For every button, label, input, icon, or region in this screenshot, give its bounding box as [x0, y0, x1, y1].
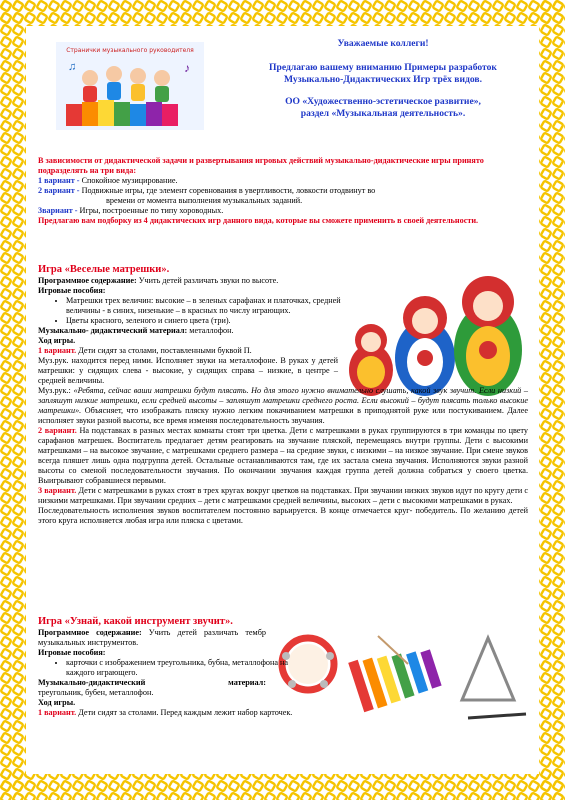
variant-text: Подвижные игры, где элемент соревнования в увертливости, ловкости отодвинут во	[79, 186, 376, 195]
header-line: Музыкально-Дидактических Игр трёх видов.	[283, 74, 483, 85]
text: Учить детей различать тембр музыкальных инструментов.	[38, 628, 266, 647]
variant-label: 1 вариант.	[38, 346, 77, 355]
text: На подставках в разных местах комнаты стоят три цветка. Дети с матрешками в руках группируются в три команды по цвету сарафанов матрешек. Воспитатель предлагает детям реагировать на звучание пляской, перемещаясь внутри группы. Дети с высокими матрешками – на высокое звучание, с матрешками среднего размера – на средние звуки, с низкими – на низкое звучание. При смене звуков всегда пляшет лишь одна подгруппа детей. Остальные останавливаются там, где их застала смена звучания. Исполняются звуки разной высоты со сменой последовательности звучания. По окончании звучания каждая группа детей должна собраться у своего цветка. Выигрывают собравшиеся первыми.	[38, 426, 528, 485]
label: Программное содержание:	[38, 628, 142, 637]
music-note-icon: ♪	[184, 61, 190, 75]
game2-title: Игра «Узнай, какой инструмент звучит».	[38, 616, 233, 627]
variant-label: 3 вариант.	[38, 486, 77, 495]
text: Дети сидят за столами, поставленными буквой П.	[76, 346, 252, 355]
game1-section	[38, 264, 528, 526]
aids-list	[38, 658, 294, 678]
label: Игровые пособия:	[38, 648, 106, 657]
label: Ход игры.	[38, 336, 76, 345]
header-line: Предлагаю вашему вниманию Примеры разработок	[269, 62, 497, 73]
variant-label: 3вариант -	[38, 206, 78, 215]
label: Программное содержание:	[38, 276, 137, 285]
text: Дети сидят за столами. Перед каждым лежит набор карточек.	[76, 708, 293, 717]
label: Ход игры.	[38, 698, 76, 707]
text: Дети с матрешками в руках стоят в трех кругах вокруг цветков на подставках. При звучании низких звуков идут по кругу дети с низкими матрешками. При звучании средних – дети с матрешками средней величины, высоких – дети с высокими матрешками в руках.	[38, 486, 528, 505]
text: треугольник, бубен, металлофон.	[38, 688, 154, 697]
variant-text: Спокойное музицирование.	[79, 176, 178, 185]
variant-text: времени от момента выполнения музыкальных заданий.	[106, 196, 303, 205]
text: Объясняет, что изображать пляску нужно легким покачиванием матрешки в приподнятой руке или постукиванием. Далее исполняет звуки разной высоты, все время изменяя последовательность звучания.	[38, 406, 528, 425]
variant-label: 1 вариант.	[38, 708, 77, 717]
header-greeting	[238, 38, 528, 120]
piano-keys-graphic	[66, 100, 178, 126]
label: Музыкально- дидактический материал:	[38, 326, 188, 335]
aids-list	[38, 296, 366, 326]
variant-label: 1 вариант -	[38, 176, 80, 185]
text: Учить детей различать звуки по высоте.	[136, 276, 279, 285]
game1-title: Игра «Веселые матрешки».	[38, 264, 170, 275]
variant-label: 2 вариант.	[38, 426, 77, 435]
text: металлофон.	[187, 326, 234, 335]
header-line: ОО «Художественно-эстетическое развитие»,	[285, 96, 481, 107]
label: Игровые пособия:	[38, 286, 106, 295]
intro-section	[38, 156, 528, 226]
text: Муз.рук.:	[38, 386, 74, 395]
list-item: • карточки с изображением треугольника, бубна, металлофона на каждого играющего.	[66, 658, 294, 678]
label: Музыкально-дидактический материал:	[38, 678, 266, 687]
paragraph: Последовательность исполнения звуков воспитателем постоянно варьируется. В конце отмечается круг- победитель. По желанию детей этого круга исполняется любая игра или пляска с цветами.	[38, 506, 528, 525]
variant-label: 2 вариант -	[38, 186, 80, 195]
quote: «Ребята, сейчас ваши матрешки будут плясать. Но для этого нужно внимательно слушать, какой звук звучит. Если низкий – запляшут низкие матрешки, если средней высоты – запляшут матрешки среднего роста. Если высокий – будут плясать только высокие матрешки».	[38, 386, 528, 415]
intro-paragraph: Предлагаю вам подборку из 4 дидактических игр данного вида, которые вы сможете применить в своей деятельности.	[38, 216, 479, 225]
intro-paragraph: В зависимости от дидактической задачи и развертывания игровых действий музыкально-дидактические игры принято подразделять на три вида:	[38, 156, 484, 175]
music-note-icon: ♫	[68, 61, 77, 73]
children-music-illustration	[56, 42, 204, 130]
variant-text: Игры, построенные по типу хороводных.	[77, 206, 224, 215]
game2-section	[38, 616, 528, 718]
list-item: • Цветы красного, зеленого и синего цвета (три).	[66, 316, 366, 326]
page	[38, 38, 528, 762]
paragraph: Муз.рук. находится перед ними. Исполняет звуки на металлофоне. В руках у детей матрешки: у сидящих слева - высокие, у сидящих справа – низкие, в центре – средней величины.	[38, 356, 338, 385]
greeting: Уважаемые коллеги!	[337, 38, 429, 49]
image-caption: Странички музыкального руководителя	[66, 47, 194, 54]
header-line: раздел «Музыкальная деятельность».	[300, 108, 466, 119]
list-item: • Матрешки трех величин: высокие – в зеленых сарафанах и платочках, средней величины - в синих, низенькие – в красных по числу играющих.	[66, 296, 366, 316]
